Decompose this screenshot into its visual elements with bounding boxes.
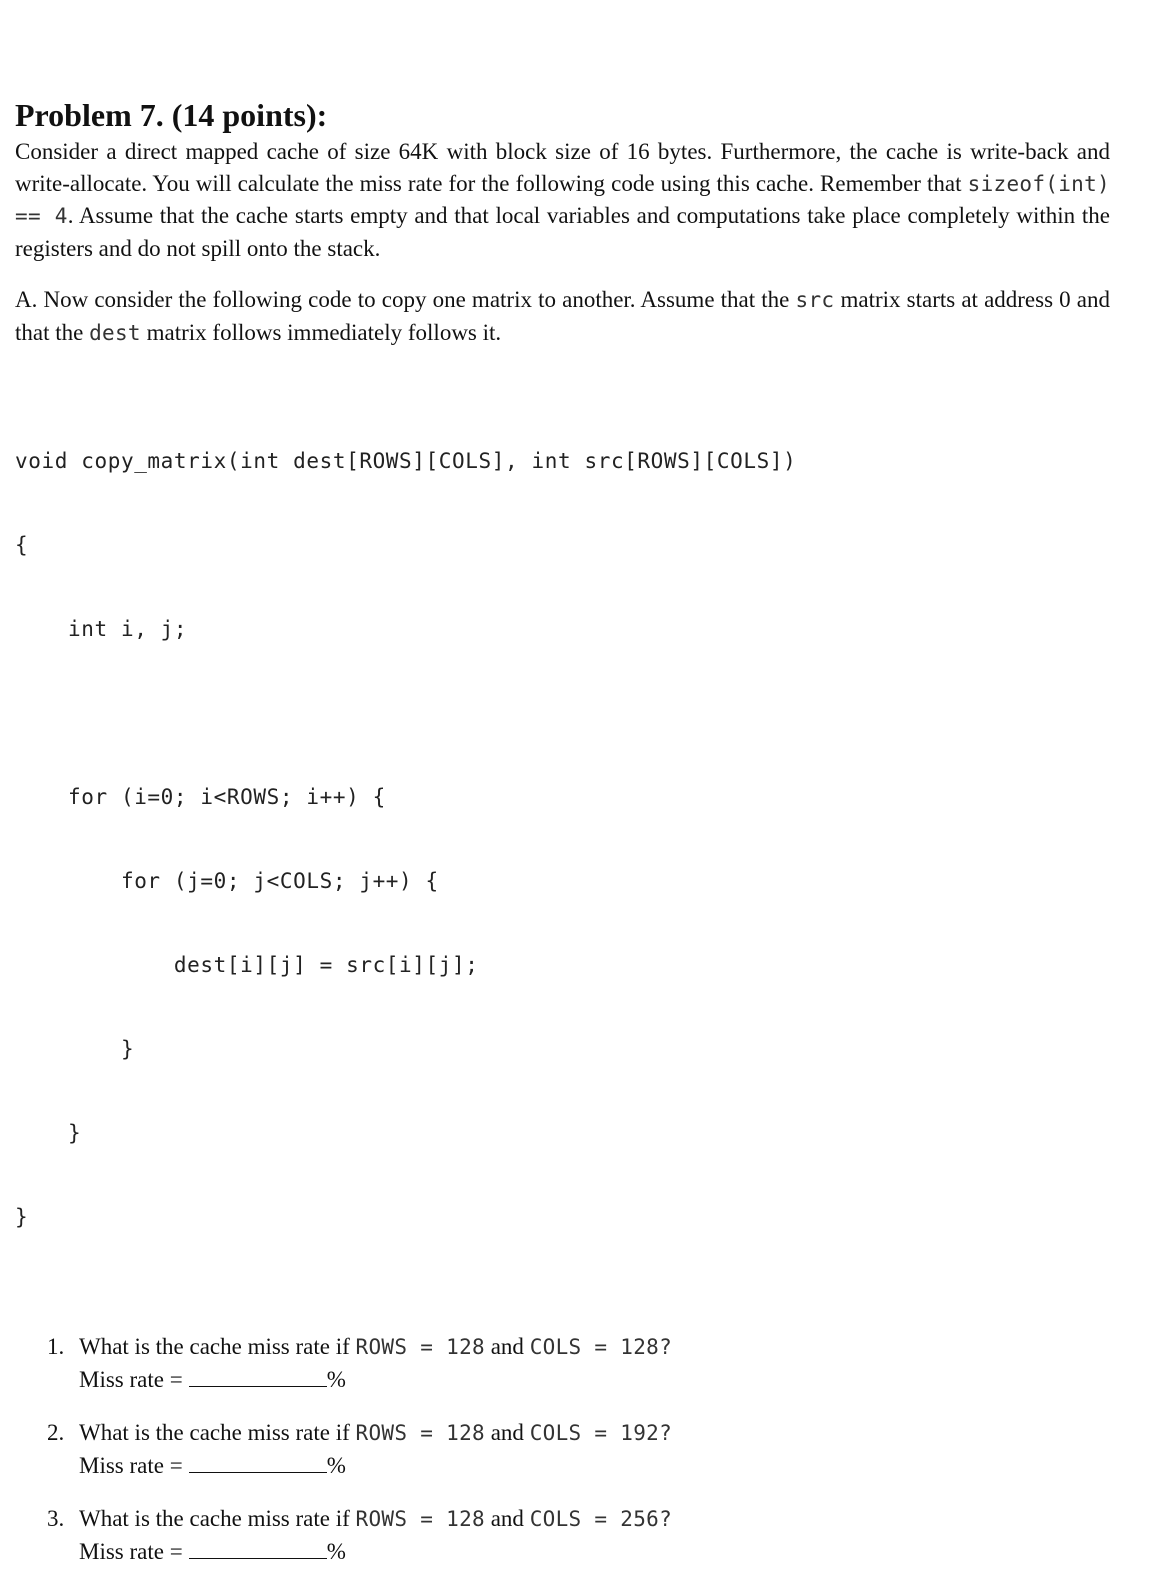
code-line: void copy_matrix(int dest[ROWS][COLS], int src[ROWS][COLS]) bbox=[15, 449, 797, 473]
question-mid: and bbox=[484, 1506, 530, 1531]
intro-text-1: Consider a direct mapped cache of size 64K with block size of 16 bytes. Furthermore, the cache is write-back and write-allocate. You will calculate the miss rate for the following code using this cache. Remember that bbox=[15, 139, 1110, 196]
question-text bbox=[47, 1417, 1110, 1450]
question-text bbox=[47, 1503, 1110, 1536]
miss-rate-answer-blank[interactable] bbox=[189, 1536, 327, 1559]
code-line bbox=[15, 699, 1110, 727]
question-list bbox=[47, 1331, 1110, 1567]
percent-sign: % bbox=[326, 1366, 346, 1392]
problem-page bbox=[15, 96, 1110, 1589]
part-a-text-3: matrix follows immediately follows it. bbox=[140, 319, 502, 345]
code-line: } bbox=[15, 1121, 82, 1145]
code-line: { bbox=[15, 533, 29, 557]
code-line: for (i=0; i<ROWS; i++) { bbox=[15, 785, 386, 809]
percent-sign: % bbox=[326, 1538, 346, 1564]
question-prefix: What is the cache miss rate if bbox=[79, 1420, 356, 1445]
question-mid: and bbox=[484, 1420, 530, 1445]
miss-rate-label: Miss rate = bbox=[79, 1452, 183, 1478]
question-number: 3. bbox=[47, 1506, 65, 1531]
question-cols-code: COLS = 128? bbox=[529, 1335, 673, 1359]
code-line: dest[i][j] = src[i][j]; bbox=[15, 953, 479, 977]
question-number: 2. bbox=[47, 1420, 65, 1445]
code-line: for (j=0; j<COLS; j++) { bbox=[15, 869, 439, 893]
question-item bbox=[47, 1331, 1110, 1395]
intro-code-sizeof: sizeof(int) == 4 bbox=[15, 171, 1110, 228]
question-prefix: What is the cache miss rate if bbox=[79, 1506, 356, 1531]
miss-rate-line bbox=[47, 1364, 1110, 1396]
miss-rate-answer-blank[interactable] bbox=[189, 1450, 327, 1473]
miss-rate-line bbox=[47, 1450, 1110, 1482]
question-rows-code: ROWS = 128 bbox=[355, 1421, 485, 1445]
code-line: } bbox=[15, 1037, 135, 1061]
miss-rate-label: Miss rate = bbox=[79, 1538, 183, 1564]
intro-text-2: . Assume that the cache starts empty and that local variables and computations take place completely within the registers and do not spill onto the stack. bbox=[15, 203, 1110, 261]
code-line: int i, j; bbox=[15, 617, 188, 641]
question-text bbox=[47, 1331, 1110, 1364]
question-mid: and bbox=[484, 1334, 530, 1359]
part-a-paragraph bbox=[15, 284, 1110, 349]
question-rows-code: ROWS = 128 bbox=[355, 1335, 485, 1359]
code-listing bbox=[15, 391, 1110, 1287]
question-rows-code: ROWS = 128 bbox=[355, 1507, 485, 1531]
part-a-code-dest: dest bbox=[89, 320, 141, 345]
code-line: } bbox=[15, 1205, 29, 1229]
question-prefix: What is the cache miss rate if bbox=[79, 1334, 356, 1359]
miss-rate-answer-blank[interactable] bbox=[189, 1364, 327, 1387]
question-item bbox=[47, 1503, 1110, 1567]
part-a-code-src: src bbox=[795, 288, 835, 312]
question-cols-code: COLS = 256? bbox=[529, 1507, 673, 1531]
question-cols-code: COLS = 192? bbox=[529, 1421, 673, 1445]
part-a-text-1: A. Now consider the following code to copy one matrix to another. Assume that the bbox=[15, 287, 796, 312]
percent-sign: % bbox=[326, 1452, 346, 1478]
part-a-text-2: matrix starts at address 0 and that the bbox=[15, 287, 1111, 345]
problem-title: Problem 7. (14 points): bbox=[15, 97, 328, 133]
intro-paragraph bbox=[15, 136, 1110, 264]
question-number: 1. bbox=[47, 1334, 65, 1359]
miss-rate-line bbox=[47, 1536, 1110, 1568]
miss-rate-label: Miss rate = bbox=[79, 1366, 183, 1392]
question-item bbox=[47, 1417, 1110, 1481]
